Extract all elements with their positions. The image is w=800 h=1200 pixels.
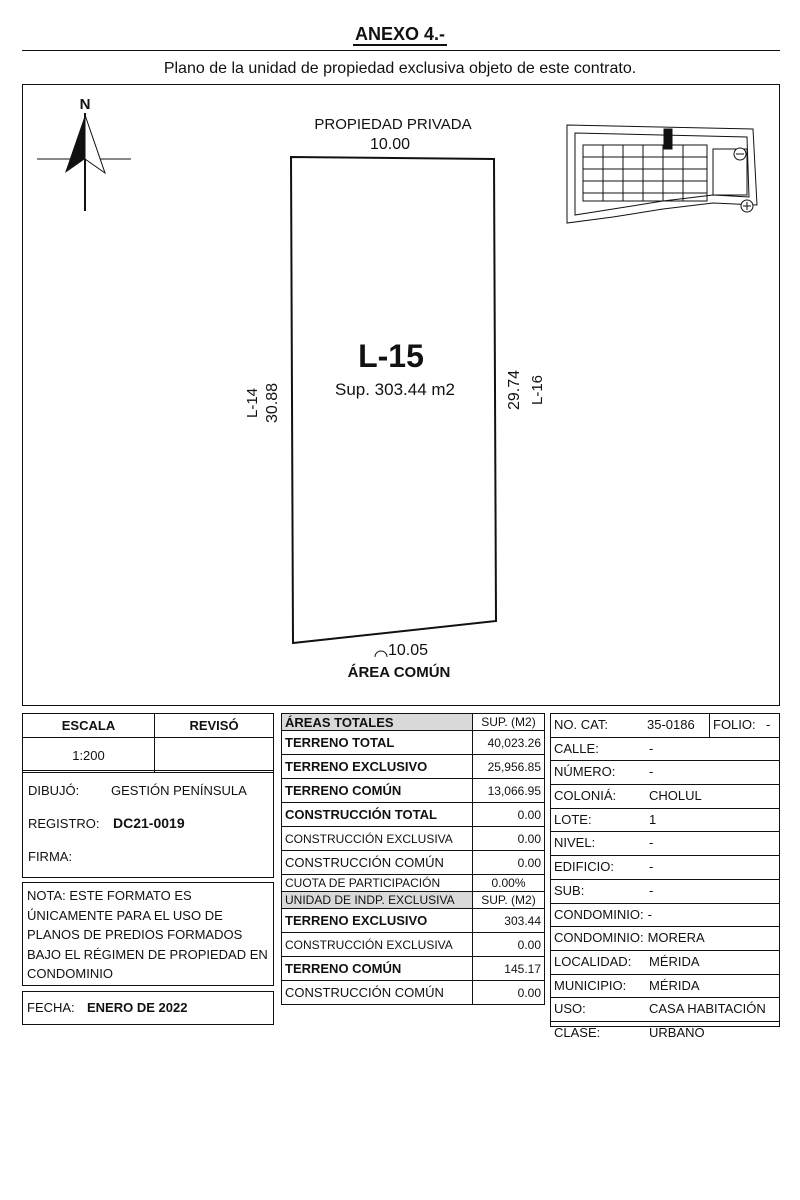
list-item — [551, 738, 779, 762]
table-row — [282, 731, 545, 755]
list-item — [551, 1022, 779, 1045]
list-item — [551, 856, 779, 880]
property-value: CASA HABITACIÓN — [649, 1001, 766, 1017]
property-label: EDIFICIO: — [554, 859, 614, 875]
property-label: CONDOMINIO: — [554, 906, 644, 922]
date-label: FECHA: — [27, 1000, 75, 1015]
note-box — [22, 882, 274, 986]
unit-area-label: CONSTRUCCIÓN EXCLUSIVA — [282, 933, 473, 957]
table-row — [282, 755, 545, 779]
property-label: LOCALIDAD: — [554, 953, 632, 969]
list-item — [551, 927, 779, 951]
quota-value: 0.00% — [473, 875, 545, 892]
list-item — [551, 832, 779, 856]
right-neighbor-label: L-16 — [529, 374, 546, 406]
scale-header: ESCALA — [23, 714, 155, 738]
property-label: NIVEL: — [554, 835, 596, 851]
lot-area: Sup. 303.44 m2 — [334, 380, 456, 399]
list-item — [551, 809, 779, 833]
annex-title-text: ANEXO 4.- — [354, 24, 446, 44]
bottom-neighbor-label: ÁREA COMÚN — [347, 664, 451, 681]
area-value: 13,066.95 — [473, 779, 545, 803]
property-value: - — [649, 882, 654, 898]
lot-outline — [291, 157, 496, 643]
property-value: MORERA — [647, 930, 705, 946]
property-value: - — [649, 740, 654, 756]
table-row — [282, 779, 545, 803]
lot-label: L-15 — [358, 338, 424, 374]
property-label: NÚMERO: — [554, 764, 616, 780]
table-row — [282, 875, 545, 892]
bottom-dimension: 10.05 — [387, 642, 429, 659]
date-value: ENERO DE 2022 — [87, 1000, 188, 1015]
property-value: - — [649, 835, 654, 851]
unit-area-value: 0.00 — [473, 981, 545, 1005]
reviewed-value — [155, 738, 274, 773]
cadastral-value: 35-0186 — [647, 717, 695, 732]
area-label: CONSTRUCCIÓN EXCLUSIVA — [282, 827, 473, 851]
property-value: - — [649, 764, 654, 780]
property-value: MÉRIDA — [649, 977, 700, 993]
unit-area-label: TERRENO EXCLUSIVO — [282, 909, 473, 933]
lot-plan-drawing — [23, 85, 779, 705]
table-row — [282, 957, 545, 981]
cadastral-row — [551, 714, 779, 738]
property-label: CONDOMINIO: — [554, 930, 644, 946]
property-value: MÉRIDA — [649, 953, 700, 969]
property-details-box — [550, 713, 780, 1040]
table-row — [282, 909, 545, 933]
reviewed-header: REVISÓ — [155, 714, 274, 738]
list-item — [551, 880, 779, 904]
property-label: LOTE: — [554, 811, 592, 827]
header-rule — [22, 50, 780, 51]
unit-unit-header: SUP. (M2) — [473, 892, 545, 909]
property-label: USO: — [554, 1001, 586, 1017]
list-item — [551, 975, 779, 999]
table-row — [282, 981, 545, 1005]
location-key-map — [567, 125, 757, 223]
left-neighbor-label: L-14 — [244, 387, 261, 419]
unit-area-value: 145.17 — [473, 957, 545, 981]
date-box — [22, 991, 274, 1025]
table-row — [282, 851, 545, 875]
unit-area-value: 303.44 — [473, 909, 545, 933]
right-dimension: 29.74 — [506, 369, 523, 411]
registry-label: REGISTRO: — [28, 816, 100, 831]
unit-header: UNIDAD DE INDP. EXCLUSIVA — [282, 892, 473, 909]
signature-label: FIRMA: — [28, 849, 73, 864]
scale-table — [22, 713, 274, 773]
table-row — [282, 933, 545, 957]
cadastral-label: NO. CAT: — [554, 717, 608, 732]
property-value: 1 — [649, 811, 657, 827]
table-row — [282, 827, 545, 851]
note-text: NOTA: ESTE FORMATO ES ÚNICAMENTE PARA EL USO DE PLANOS DE PREDIOS FORMADOS BAJO EL RÉGIMEN DE PROPIEDAD EN CONDOMINIO — [27, 888, 268, 981]
property-label: CALLE: — [554, 740, 599, 756]
list-item — [551, 904, 779, 928]
unit-area-value: 0.00 — [473, 933, 545, 957]
list-item — [551, 998, 779, 1022]
arc-icon — [375, 651, 387, 657]
property-label: CLASE: — [554, 1024, 601, 1040]
property-value: URBANO — [649, 1024, 705, 1040]
area-label: TERRENO EXCLUSIVO — [282, 755, 473, 779]
annex-title — [0, 24, 800, 45]
drawn-by-value: GESTIÓN PENÍNSULA — [111, 783, 247, 798]
area-value: 0.00 — [473, 803, 545, 827]
area-value: 0.00 — [473, 827, 545, 851]
list-item — [551, 785, 779, 809]
scale-value: 1:200 — [23, 738, 155, 773]
area-value: 0.00 — [473, 851, 545, 875]
north-arrow-icon — [37, 113, 131, 211]
property-value: CHOLUL — [649, 788, 702, 804]
area-value: 25,956.85 — [473, 755, 545, 779]
area-value: 40,023.26 — [473, 731, 545, 755]
north-label: N — [79, 96, 91, 113]
area-label: TERRENO COMÚN — [282, 779, 473, 803]
area-label: CONSTRUCCIÓN TOTAL — [282, 803, 473, 827]
areas-unit-header: SUP. (M2) — [473, 714, 545, 731]
area-label: CONSTRUCCIÓN COMÚN — [282, 851, 473, 875]
property-label: COLONIÁ: — [554, 788, 617, 804]
list-item — [551, 761, 779, 785]
folio-value: - — [766, 717, 771, 732]
annex-subtitle: Plano de la unidad de propiedad exclusiva objeto de este contrato. — [163, 60, 637, 77]
plan-frame — [22, 84, 780, 706]
unit-area-label: TERRENO COMÚN — [282, 957, 473, 981]
property-value: - — [649, 859, 654, 875]
quota-label: CUOTA DE PARTICIPACIÓN — [282, 875, 473, 892]
total-areas-table — [281, 713, 545, 1005]
list-item — [551, 951, 779, 975]
folio-label: FOLIO: — [709, 714, 756, 737]
property-label: MUNICIPIO: — [554, 977, 627, 993]
drafting-info-box — [22, 770, 274, 878]
table-row — [282, 803, 545, 827]
top-neighbor-label: PROPIEDAD PRIVADA — [314, 116, 472, 133]
top-dimension: 10.00 — [369, 136, 411, 153]
unit-area-label: CONSTRUCCIÓN COMÚN — [282, 981, 473, 1005]
areas-header: ÁREAS TOTALES — [282, 714, 473, 731]
property-value: - — [647, 906, 652, 922]
drawn-by-label: DIBUJÓ: — [28, 783, 80, 798]
left-dimension: 30.88 — [264, 382, 281, 424]
table-row — [282, 892, 545, 909]
property-label: SUB: — [554, 882, 585, 898]
registry-value: DC21-0019 — [113, 815, 185, 831]
area-label: TERRENO TOTAL — [282, 731, 473, 755]
